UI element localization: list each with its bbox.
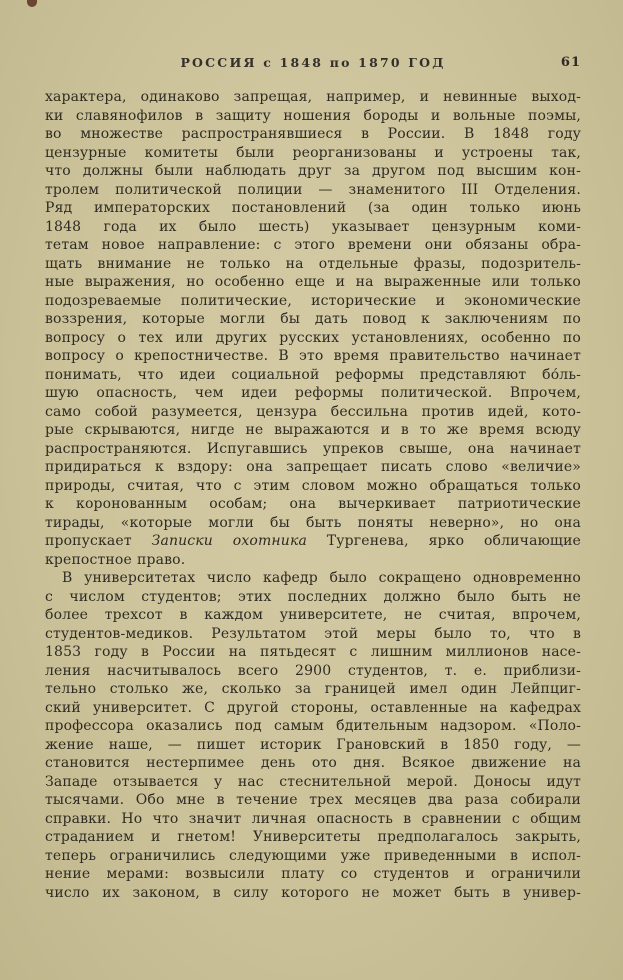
text-line: ления насчитывалось всего 2900 студентов, т. е. приблизи- <box>45 662 581 679</box>
text-line: подозреваемые политические, исторические и экономические <box>45 292 581 309</box>
text-line: с числом студентов; этих последних должно было быть не <box>45 588 581 605</box>
text-line: нение мерами: возвысили плату со студентов и ограничили <box>45 866 581 882</box>
text-line: тельно столько же, сколько за границей имел один Лейпциг- <box>45 681 581 697</box>
text-line: Ряд императорских постановлений (за один только июнь <box>45 200 581 216</box>
text-segment: Тургенева, ярко обличающие <box>306 533 581 549</box>
text-line <box>45 532 581 551</box>
italic-book-title: Записки охотника <box>151 533 307 549</box>
text-line: В университетах число кафедр было сокращено одновременно <box>62 570 581 586</box>
text-line: понимать, что идеи социальной реформы представляют бо́ль- <box>45 366 581 383</box>
text-line: рые скрываются, нигде не выражаются и в то же время всюду <box>45 422 581 438</box>
text-line: Западе отзывается у нас стеснительной мерой. Доносы идут <box>45 773 581 790</box>
text-line: становится нестерпимее день ото дня. Всякое движение на <box>45 755 581 771</box>
running-title: РОССИЯ с 1848 по 1870 ГОД <box>180 55 446 70</box>
text-line: ский университет. С другой стороны, оставленные на кафедрах <box>45 699 581 716</box>
scan-artifact <box>27 0 37 7</box>
text-line: студентов-медиков. Результатом этой меры было то, что в <box>45 625 581 642</box>
text-line: цензурные комитеты были реорганизованы и устроены так, <box>45 144 581 161</box>
text-segment: пропускает <box>45 533 152 549</box>
text-line: страданием и гнетом! Университеты предполагалось закрыть, <box>45 829 581 845</box>
text-line: тролем политической полиции — знаменитого III Отделения. <box>45 181 581 198</box>
text-line: во множестве распространявшиеся в России. В 1848 году <box>45 126 581 142</box>
text-line: тетам новое направление: с этого времени они обязаны обра- <box>45 237 581 253</box>
text-line: само собой разумеется, цензура бессильна против идей, кото- <box>45 403 581 420</box>
text-line: справки. Но что значит личная опасность в сравнении с общим <box>45 810 581 827</box>
page-number: 61 <box>560 55 581 70</box>
text-line: вопросу о тех или других русских установлениях, особенно по <box>45 329 581 346</box>
page-header <box>45 55 581 73</box>
text-line: число их законом, в силу которого не может быть в универ- <box>45 884 581 901</box>
text-block <box>45 88 581 902</box>
text-line: придираться к вздору: она запрещает писать слово «величие» <box>45 459 581 475</box>
text-line: что должны были наблюдать друг за другом под высшим кон- <box>45 163 581 179</box>
text-line: воззрения, которые могли бы дать повод к заключениям по <box>45 311 581 327</box>
text-line: щать внимание не только на отдельные фразы, подозритель- <box>45 255 581 272</box>
text-line: профессора оказались под самым бдительным надзором. «Поло- <box>45 718 581 734</box>
text-line: тирады, «которые могли бы быть поняты неверно», но она <box>45 514 581 531</box>
text-line: ные выражения, но особенно еще и на выраженные или только <box>45 274 581 290</box>
text-line: вопросу о крепостничестве. В это время правительство начинает <box>45 348 581 364</box>
text-line: теперь ограничились следующими уже приведенными в испол- <box>45 847 581 864</box>
text-line: 1853 году в России на пятьдесят с лишним миллионов насе- <box>45 644 581 660</box>
text-line: тысячами. Обо мне в течение трех месяцев два раза собирали <box>45 792 581 808</box>
text-line: природы, считая, что с этим словом можно обращаться только <box>45 477 581 494</box>
text-line: характера, одинаково запрещая, например, и невинные выход- <box>45 89 581 105</box>
text-line: ки славянофилов в защиту ношения бороды и вольные поэмы, <box>45 107 581 124</box>
text-line: более трехсот в каждом университете, не считая, впрочем, <box>45 607 581 623</box>
text-line: крепостное право. <box>45 551 186 568</box>
text-line: 1848 года их было шесть) указывает цензурным коми- <box>45 218 581 235</box>
text-line: распространяются. Испугавшись упреков свыше, она начинает <box>45 440 581 457</box>
text-line: к коронованным особам; она вычеркивает патриотические <box>45 496 581 512</box>
text-line: шую опасность, чем идеи реформы политической. Впрочем, <box>45 385 581 401</box>
text-line: жение наше, — пишет историк Грановский в 1850 году, — <box>45 736 581 753</box>
